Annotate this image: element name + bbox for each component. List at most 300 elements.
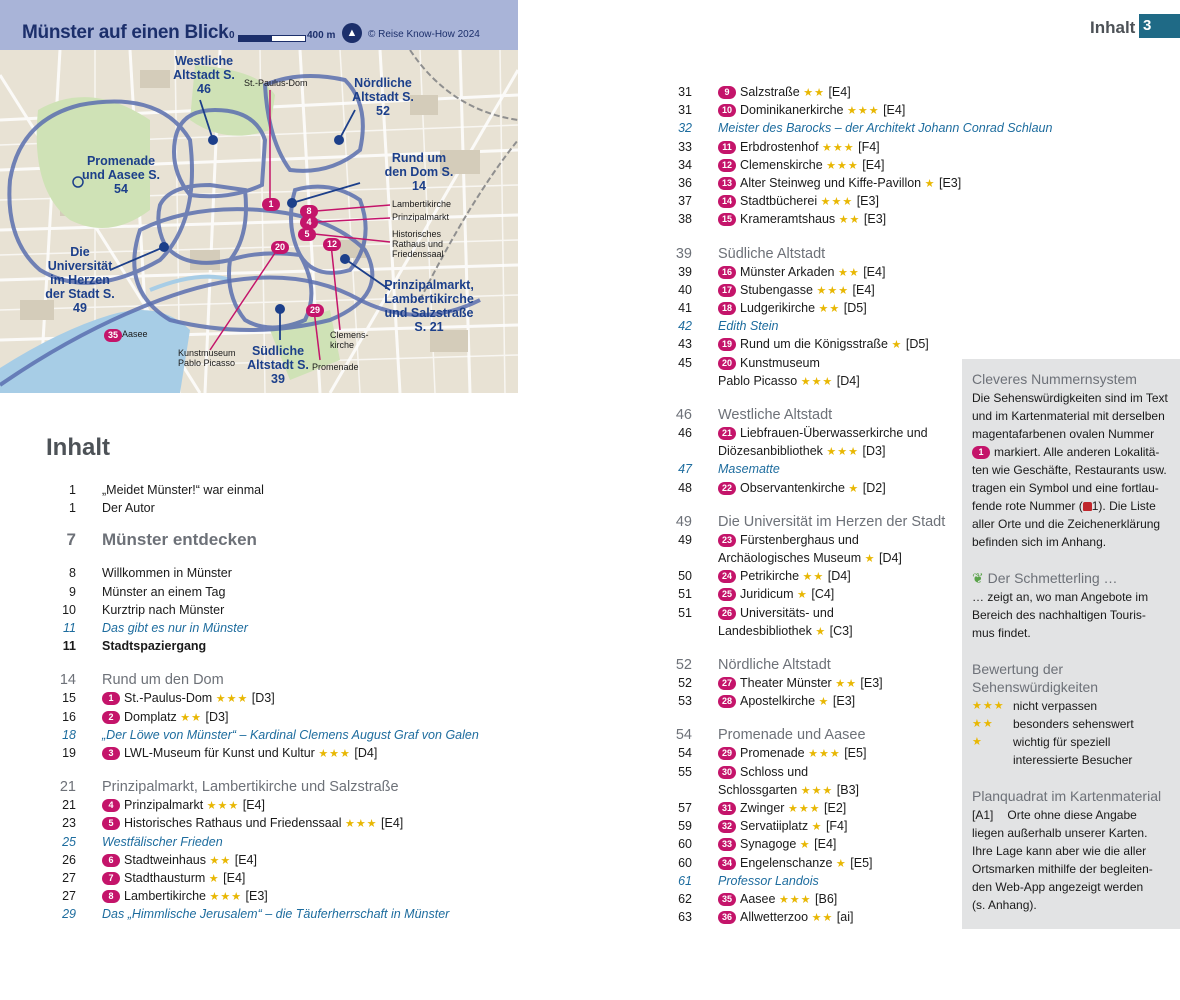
toc-title-text: Der Autor [102, 501, 155, 516]
toc-entry-text [718, 405, 832, 425]
map-badge[interactable]: 8 [300, 205, 318, 218]
toc-title-text: Stadtspaziergang [102, 639, 207, 654]
sidebar-text: … zeigt an, wo man Angebote im [972, 590, 1149, 604]
star-rating-icon: ★★★ [778, 894, 812, 906]
sidebar-text: magentafarbenen ovalen Nummer [972, 427, 1155, 441]
toc-title-text: Salzstraße [740, 85, 800, 99]
toc-title-text: Willkommen in Münster [102, 566, 232, 581]
toc-entry-text [718, 531, 859, 549]
toc-page-number: 63 [678, 910, 692, 925]
toc-entry-text [718, 424, 928, 442]
star-rating-icon: ★★★ [822, 141, 855, 154]
grid-reference: [D3] [862, 444, 886, 459]
toc-title-text: Stadtbücherei [740, 194, 818, 209]
toc-entry-text [102, 564, 232, 582]
toc-entry-text [718, 781, 859, 800]
toc-entry-text [102, 670, 224, 690]
place-aasee: Aasee [122, 329, 148, 339]
toc-entry-text [718, 174, 961, 193]
star-rating-icon: ★★ [835, 678, 857, 690]
toc-page-number: 23 [62, 816, 76, 831]
star-rating-icon: ★★★ [808, 748, 841, 761]
star-rating-icon: ★★★ [206, 800, 240, 813]
star-rating-icon: ★★ [837, 266, 860, 279]
sight-number-badge: 24 [718, 570, 736, 583]
toc-entry-text [718, 567, 851, 586]
toc-entry-text [718, 354, 820, 372]
toc-page-number: 39 [675, 245, 692, 262]
grid-reference: [C3] [829, 623, 853, 638]
toc-page-number: 7 [66, 530, 76, 550]
toc-title-text: Lambertikirche [124, 889, 206, 904]
toc-entry-text [102, 814, 403, 833]
place-promenade: Promenade [312, 362, 359, 372]
sight-number-badge: 10 [718, 104, 736, 117]
star-rating-icon: ★ [208, 873, 220, 885]
toc-page-number: 51 [678, 605, 692, 620]
map-copyright: © Reise Know-How 2024 [368, 29, 480, 40]
toc-entry-text [718, 263, 885, 282]
toc-entry-text [718, 890, 837, 909]
star-rating-icon: ★★ [811, 912, 834, 925]
toc-title-text: Prinzipalmarkt [124, 798, 204, 813]
sidebar-text: ten wie Geschäfte, Restaurants usw. [972, 463, 1167, 477]
toc-entry-text [102, 708, 228, 727]
toc-page-number: 51 [678, 587, 692, 602]
district-universitaet[interactable]: Die Universität im Herzen der Stadt S. 49 [45, 245, 115, 315]
toc-title-text: Universitäts- und [740, 605, 834, 620]
toc-page-number: 8 [69, 566, 76, 581]
grid-reference: [E4] [852, 282, 875, 297]
toc-title-text: Kurztrip nach Münster [102, 602, 225, 617]
sight-number-badge: 27 [718, 677, 736, 690]
star-rating-icon: ★★★ [800, 784, 834, 797]
grid-reference: [E4] [381, 816, 404, 831]
toc-title-text: Schlossgarten [718, 782, 798, 797]
toc-entry-text [718, 317, 778, 335]
toc-title-text: Archäologisches Museum [718, 551, 862, 565]
toc-entry-text [718, 549, 902, 568]
toc-entry-text [102, 726, 479, 744]
sight-number-badge: 35 [718, 893, 736, 906]
map-badge[interactable]: 20 [271, 241, 289, 254]
grid-reference: [E4] [883, 103, 906, 118]
sight-number-badge: 8 [102, 890, 120, 903]
toc-entry-text [718, 908, 853, 927]
toc-title-text: „Der Löwe von Münster“ – Kardinal Clemens August Graf von Galen [102, 727, 479, 742]
grid-reference: [E3] [856, 194, 879, 209]
grid-reference: [D2] [862, 480, 886, 495]
toc-page-number: 45 [678, 355, 692, 370]
sight-number-badge: 16 [718, 266, 736, 279]
page-number: 3 [1139, 14, 1180, 38]
sidebar-text: Bereich des nachhaltigen Touris- [972, 608, 1146, 622]
grid-reference: [F4] [825, 819, 848, 834]
star-rating-icon: ★★ [838, 214, 861, 227]
star-rating-icon: ★★★ [800, 375, 834, 388]
district-suedliche-altstadt[interactable]: Südliche Altstadt S. 39 [247, 344, 309, 386]
star-rating-icon: ★★ [972, 718, 994, 730]
toc-title-text: Observantenkirche [740, 480, 845, 495]
district-rund-um-den-dom[interactable]: Rund um den Dom S. 14 [384, 151, 454, 193]
toc-page-number: 25 [62, 834, 76, 849]
grid-reference: [B6] [815, 892, 838, 906]
toc-title-text: Rund um die Königsstraße [740, 337, 888, 352]
sidebar-heading: Cleveres Nummernsystem [972, 371, 1137, 387]
toc-title-text: Domplatz [124, 709, 177, 724]
toc-entry-text [718, 156, 884, 175]
scale-zero: 0 [229, 30, 235, 41]
star-rating-icon: ★ [972, 736, 983, 748]
toc-title-text: Meister des Barocks – der Architekt Johann Conrad Schlaun [718, 121, 1053, 136]
toc-title-text: Die Universität im Herzen der Stadt [718, 513, 946, 530]
map-badge[interactable]: 1 [262, 198, 280, 211]
star-rating-icon: ★★ [803, 87, 825, 99]
star-rating-icon: ★★★ [209, 891, 243, 904]
toc-page-number: 9 [69, 584, 76, 599]
star-rating-icon: ★★★ [820, 196, 854, 209]
sidebar-text: befinden sich im Anhang. [972, 535, 1107, 549]
toc-entry-text [718, 83, 851, 102]
toc-title-text: St.-Paulus-Dom [124, 691, 213, 706]
page-header-title: Inhalt [1090, 18, 1136, 37]
sidebar-heading: Bewertung der [972, 661, 1064, 677]
toc-entry-text [718, 854, 873, 873]
grid-reference: [D4] [354, 746, 378, 760]
grid-reference: [D5] [905, 337, 929, 352]
star-rating-icon: ★★ [180, 711, 203, 724]
toc-entry-text [102, 530, 257, 550]
toc-entry-text [718, 299, 867, 318]
sight-number-badge: 1 [102, 692, 120, 705]
toc-page-number: 46 [675, 407, 692, 423]
toc-title-text: Stadthausturm [124, 871, 206, 885]
toc-title-text: Diözesanbibliothek [718, 444, 823, 459]
sidebar-text: mus findet. [972, 626, 1031, 640]
toc-title-text: Nördliche Altstadt [718, 657, 831, 673]
toc-title-text: Das gibt es nur in Münster [102, 621, 248, 635]
toc-page-number: 31 [678, 85, 692, 99]
grid-reference: [E4] [814, 837, 837, 852]
toc-page-number: 46 [678, 426, 692, 440]
toc-page-number: 42 [678, 319, 692, 334]
toc-page-number: 59 [678, 819, 692, 834]
overview-map[interactable] [0, 0, 518, 393]
sidebar-heading: Planquadrat im Kartenmaterial [972, 788, 1162, 804]
toc-entry-text [718, 622, 853, 641]
toc-entry-text [718, 442, 885, 461]
toc-entry-text [718, 210, 886, 229]
sight-number-badge: 12 [718, 159, 736, 172]
toc-title-text: Masematte [718, 462, 780, 477]
toc-title-text: Rund um den Dom [102, 672, 224, 689]
toc-title-text: Promenade [740, 746, 805, 761]
toc-entry-text [718, 335, 929, 354]
sidebar-text-line [972, 806, 1176, 824]
sight-number-badge: 11 [718, 141, 736, 154]
map-badge[interactable]: 5 [298, 228, 316, 241]
toc-page-number: 52 [678, 676, 692, 690]
sight-number-badge: 4 [102, 799, 120, 812]
toc-page-number: 31 [678, 103, 692, 118]
grid-reference: [E4] [862, 157, 885, 172]
toc-page-number: 60 [678, 855, 692, 870]
sidebar-text: Orte ohne diese Angabe [1007, 808, 1137, 822]
toc-page-number: 26 [62, 852, 76, 867]
toc-page-number: 55 [678, 764, 692, 779]
sight-number-badge: 19 [718, 338, 736, 351]
grid-reference: [E3] [245, 889, 268, 904]
toc-entry-text [718, 138, 880, 157]
toc-entry-text [102, 887, 268, 906]
grid-reference: [C4] [811, 587, 835, 602]
toc-title-text: Prinzipalmarkt, Lambertikirche und Salzstraße [102, 779, 399, 796]
toc-entry-text [718, 372, 860, 391]
grid-reference: [E4] [234, 852, 257, 867]
toc-entry-text [718, 119, 1052, 137]
star-rating-icon: ★★ [802, 571, 825, 584]
district-prinzipalmarkt[interactable]: Prinzipalmarkt, Lambertikirche und Salzstraße S. 21 [384, 278, 474, 334]
star-rating-icon: ★★★ [215, 693, 249, 706]
star-rating-icon: ★ [818, 696, 830, 709]
toc-entry-text [102, 481, 264, 499]
place-dom: St.-Paulus-Dom [244, 78, 308, 88]
toc-entry-text [718, 725, 866, 745]
toc-page-number: 27 [62, 871, 76, 885]
toc-entry-text [102, 637, 206, 655]
toc-page-number: 49 [675, 513, 692, 530]
sidebar-text: Ortsmarken mithilfe der begleiten- [972, 862, 1153, 876]
sample-badge: 1 [972, 446, 990, 459]
sidebar-text: Die Sehenswürdigkeiten sind im Text [972, 391, 1168, 405]
toc-page-number: 11 [63, 621, 76, 635]
toc-page-number: 38 [678, 212, 692, 227]
toc-entry-text [102, 869, 245, 888]
toc-entry-text [102, 619, 248, 637]
toc-entry-text [102, 851, 257, 870]
star-rating-icon: ★★ [818, 303, 841, 315]
toc-entry-text [102, 744, 377, 763]
star-rating-icon: ★ [835, 857, 847, 870]
grid-reference: [D5] [843, 301, 867, 315]
map-title: Münster auf einen Blick [22, 22, 229, 43]
sight-number-badge: 26 [718, 607, 736, 620]
toc-entry-text [718, 817, 847, 836]
star-rating-icon: ★★★ [826, 159, 859, 172]
toc-page-number: 49 [678, 532, 692, 547]
star-rating-icon: ★ [864, 553, 876, 565]
toc-title-text: Landesbibliothek [718, 623, 812, 638]
grid-reference: [D3] [251, 691, 275, 706]
toc-entry-text [102, 905, 449, 923]
toc-page-number: 11 [62, 639, 76, 654]
toc-page-number: 53 [678, 694, 692, 709]
sight-number-badge: 9 [718, 86, 736, 99]
toc-title-text: Westliche Altstadt [718, 407, 833, 423]
toc-page-number: 1 [69, 501, 76, 516]
toc-entry-text [718, 585, 834, 604]
toc-entry-text [718, 479, 886, 498]
grid-reference: [D3] [205, 709, 229, 724]
star-rating-icon: ★ [799, 839, 811, 852]
toc-page-number: 21 [59, 779, 76, 796]
toc-title-text: Münster entdecken [102, 530, 257, 550]
grid-reference: [E4] [863, 264, 886, 279]
scale-bar [238, 35, 306, 42]
toc-title-text: Stadtweinhaus [124, 852, 207, 867]
star-rating-icon: ★ [924, 178, 936, 190]
toc-page-number: 15 [62, 691, 76, 706]
sight-number-badge: 20 [718, 357, 736, 370]
sight-number-badge: 18 [718, 302, 736, 315]
toc-page-number: 33 [678, 139, 692, 154]
star-rating-icon: ★★ [209, 854, 232, 867]
butterfly-icon: ❦ [972, 570, 984, 586]
star-rating-icon: ★★★ [826, 446, 860, 459]
sight-number-badge: 5 [102, 817, 120, 830]
toc-title-text: Erbdrostenhof [740, 139, 819, 154]
toc-page-number: 16 [62, 709, 76, 724]
toc-title-text: Kunstmuseum [740, 355, 820, 370]
place-kunstmuseum: Kunstmuseum Pablo Picasso [178, 348, 236, 368]
toc-entry-text [102, 499, 155, 517]
toc-title-text: Südliche Altstadt [718, 245, 826, 262]
toc-title-text: Promenade und Aasee [718, 727, 866, 744]
toc-title-text: Westfälischer Frieden [102, 834, 223, 849]
toc-entry-text [718, 244, 825, 264]
toc-page-number: 36 [678, 176, 692, 190]
sidebar-text: 1 [1091, 499, 1099, 513]
grid-reference: [E3] [832, 694, 856, 709]
toc-title-text: Aasee [740, 892, 776, 906]
grid-reference: [E4] [828, 85, 851, 99]
toc-title-text: LWL-Museum für Kunst und Kultur [124, 746, 315, 760]
toc-page-number: 50 [678, 569, 692, 584]
grid-reference: [E5] [850, 855, 873, 870]
toc-title-text: Engelenschanze [740, 855, 833, 870]
sidebar-text: markiert. Alle anderen Lokalitä- [994, 445, 1160, 459]
grid-reference: [D4] [836, 373, 860, 388]
toc-entry-text [718, 872, 819, 890]
sidebar-text: den Web-App angezeigt werden [972, 880, 1144, 894]
toc-entry-text [718, 192, 879, 211]
toc-title-text: Synagoge [740, 837, 797, 852]
place-prinzipalmarkt: Prinzipalmarkt [392, 212, 450, 222]
toc-entry-text [718, 799, 846, 818]
toc-title-text: Schloss und [740, 764, 809, 779]
toc-page-number: 48 [678, 480, 692, 495]
toc-entry-text [718, 763, 808, 781]
rating-label: interessierte Besucher [1013, 753, 1133, 767]
sight-number-badge: 34 [718, 857, 736, 870]
grid-code: [A1] [972, 808, 994, 822]
sight-number-badge: 6 [102, 854, 120, 867]
grid-reference: [E4] [242, 798, 265, 813]
grid-reference: [E3] [863, 212, 887, 227]
sidebar-heading-line [972, 569, 1176, 587]
toc-title-text: Professor Landois [718, 873, 819, 888]
toc-page-number: 40 [678, 282, 692, 297]
map-badge[interactable]: 4 [300, 216, 318, 229]
toc-title-text: Pablo Picasso [718, 373, 798, 388]
toc-title-text: Apostelkirche [740, 694, 816, 709]
toc-page-number: 43 [678, 337, 692, 352]
district-promenade-aasee[interactable]: Promenade und Aasee S. 54 [81, 154, 161, 196]
toc-page-number: 57 [678, 801, 692, 815]
toc-page-number: 34 [678, 157, 692, 172]
sight-number-badge: 2 [102, 711, 120, 724]
toc-title-text: Münster an einem Tag [102, 584, 226, 599]
sidebar-text: aller Orte und die Zeichenerklärung [972, 517, 1161, 531]
toc-page-number: 21 [62, 798, 76, 813]
grid-reference: [F4] [858, 139, 880, 154]
sidebar-text: fende rote Nummer ( [972, 499, 1083, 513]
map-graphic [0, 0, 518, 393]
sight-number-badge: 33 [718, 838, 736, 851]
toc-title-text: Petrikirche [740, 569, 800, 584]
toc-entry-text [718, 655, 831, 675]
toc-page-number: 54 [678, 746, 692, 761]
toc-title-text: Dominikanerkirche [740, 103, 844, 118]
toc-title-text: Allwetterzoo [740, 910, 809, 925]
toc-title-text: Juridicum [740, 587, 794, 602]
toc-entry-text [718, 604, 834, 622]
toc-title-text: Historisches Rathaus und Friedenssaal [124, 816, 342, 831]
star-rating-icon: ★ [796, 589, 808, 602]
map-badge[interactable]: 29 [306, 304, 324, 317]
shopping-bag-icon [1083, 502, 1092, 511]
toc-page-number: 47 [678, 462, 692, 477]
toc-page-number: 60 [678, 837, 692, 852]
toc-title-text: Zwinger [740, 801, 785, 815]
sight-number-badge: 31 [718, 802, 736, 815]
toc-page-number: 1 [69, 483, 76, 497]
toc-entry-text [102, 583, 225, 601]
toc-title-text: Edith Stein [718, 319, 779, 334]
sight-number-badge: 7 [102, 872, 120, 885]
sidebar-text: ). Die Liste [1098, 499, 1156, 513]
sidebar-heading: Der Schmetterling … [987, 570, 1118, 586]
toc-title-text: Theater Münster [740, 676, 832, 690]
map-badge[interactable]: 35 [104, 329, 122, 342]
toc-title-text: Alter Steinweg und Kiffe-Pavillon [740, 176, 922, 190]
map-badge[interactable]: 12 [323, 238, 341, 251]
toc-page-number: 14 [59, 672, 76, 689]
toc-page-number: 27 [62, 889, 76, 904]
district-noerdliche-altstadt[interactable]: Nördliche Altstadt S. 52 [352, 76, 414, 118]
toc-page-number: 54 [675, 727, 692, 744]
star-rating-icon: ★ [811, 821, 823, 834]
place-lambertikirche: Lambertikirche [392, 199, 452, 209]
star-rating-icon: ★★★ [972, 700, 1005, 712]
grid-reference: [ai] [836, 910, 854, 925]
toc-entry-text [102, 796, 265, 815]
toc-entry-text [718, 674, 883, 693]
district-westliche-altstadt[interactable]: Westliche Altstadt S. 46 [173, 54, 235, 96]
toc-page-number: 41 [678, 301, 692, 315]
toc-title-text: Clemenskirche [740, 157, 823, 172]
toc-page-number: 62 [678, 892, 692, 906]
sight-number-badge: 13 [718, 177, 736, 190]
toc-page-number: 52 [675, 657, 692, 673]
sidebar-text: tragen ein Symbol und eine fortlau- [972, 481, 1159, 495]
toc-title: Inhalt [46, 434, 110, 461]
north-arrow-icon: ▲ [342, 23, 362, 43]
star-rating-icon: ★★★ [318, 748, 351, 760]
toc-title-text: Ludgerikirche [740, 301, 816, 315]
toc-entry-text [718, 512, 945, 532]
toc-title-text: „Meidet Münster!“ war einmal [102, 483, 264, 497]
